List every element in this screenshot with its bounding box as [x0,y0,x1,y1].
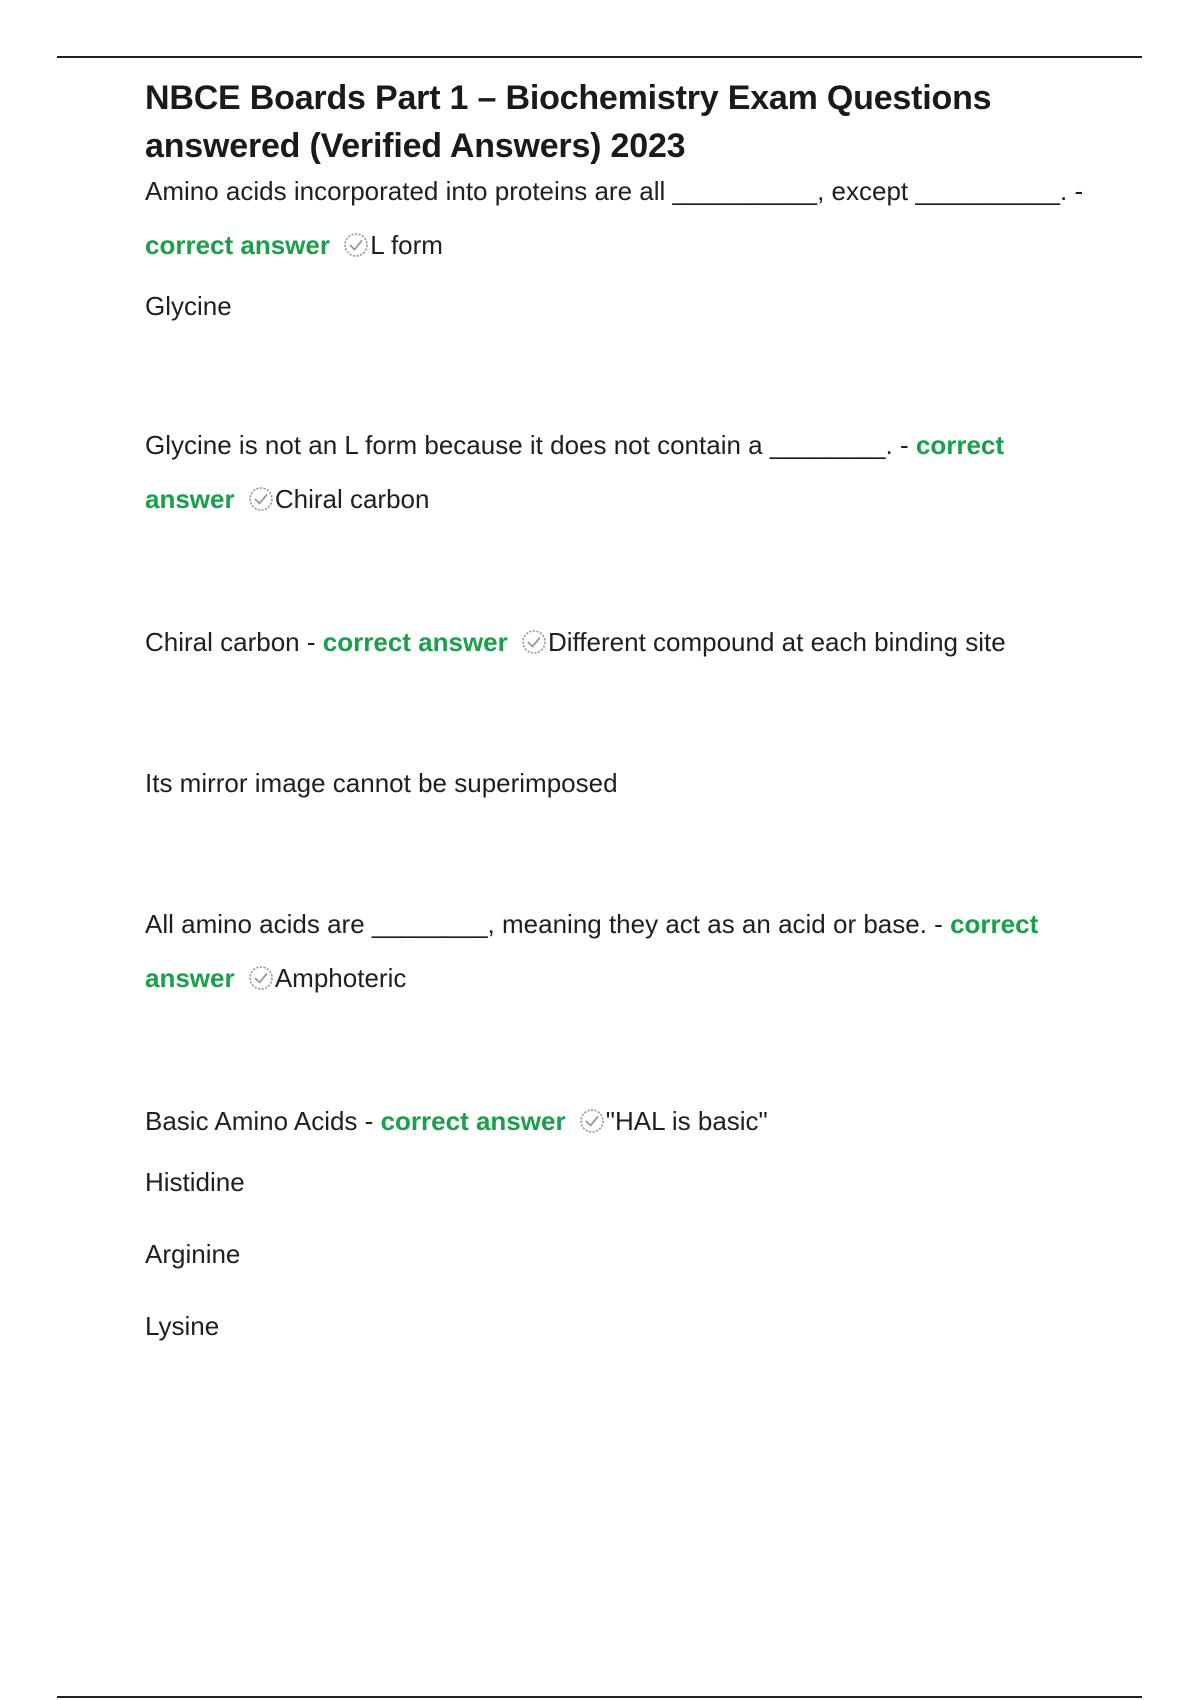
qa-item [145,615,1095,669]
document-title: NBCE Boards Part 1 – Biochemistry Exam Questions answered (Verified Answers) 2023 [145,79,992,165]
answer-line: Glycine [145,291,232,321]
qa-item [145,418,1095,526]
correct-answer-label: correct answer [380,1106,566,1136]
separator: - [899,430,909,460]
top-rule [57,56,1142,58]
document-body [145,74,1095,1344]
verified-check-icon [343,232,369,258]
verified-check-icon [248,965,274,991]
answer-text: L form [370,230,443,260]
question-text: Basic Amino Acids [145,1106,358,1136]
answer-line: Its mirror image cannot be superimposed [145,768,618,798]
verified-check-icon [579,1108,605,1134]
answer-text: Different compound at each binding site [548,627,1006,657]
question-text: Amino acids incorporated into proteins are all __________, except __________. [145,176,1068,206]
qa-item [145,1094,1095,1148]
qa-item [145,164,1095,272]
verified-check-icon [521,629,547,655]
correct-answer-label: correct answer [145,430,1005,514]
bottom-rule [57,1696,1142,1698]
verified-check-icon [248,486,274,512]
question-text: All amino acids are ________, meaning they act as an acid or base. [145,909,927,939]
question-text: Glycine is not an L form because it does not contain a ________. [145,430,893,460]
correct-answer-label: correct answer [145,230,330,260]
answer-text: Chiral carbon [274,484,430,514]
separator: - [934,909,943,939]
answer-line: Lysine [145,1311,220,1341]
answer-text: "HAL is basic" [605,1106,768,1136]
separator: - [306,627,316,657]
correct-answer-label: correct answer [322,627,508,657]
answer-line: Histidine [145,1167,245,1197]
qa-item [145,897,1095,1005]
correct-answer-label: correct answer [145,909,1039,993]
separator: - [1074,176,1084,206]
separator: - [364,1106,374,1136]
question-text: Chiral carbon [145,627,300,657]
answer-line: Arginine [145,1239,241,1269]
answer-text: Amphoteric [274,963,407,993]
